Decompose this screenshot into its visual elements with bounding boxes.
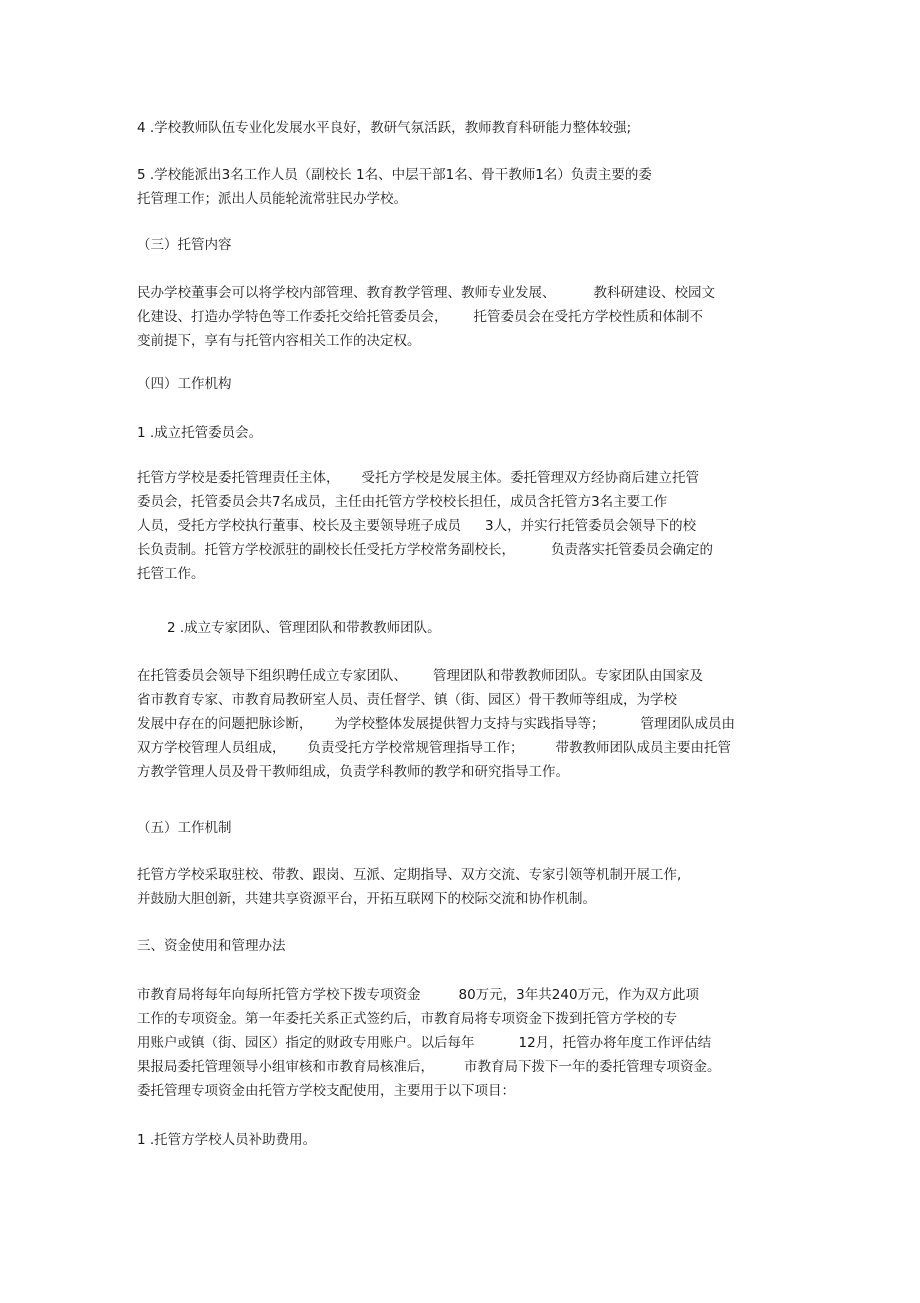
org-item-2: 2 .成立专家团队、管理团队和带教教师团队。: [167, 620, 441, 636]
paragraph-org-2: 在托管委员会领导下组织聘任成立专家团队、 管理团队和带教教师团队。专家团队由国家及 省市教育专家、市教育局教研室人员、责任督学、镇（街、园区）骨干教师等组成，为学校 发展中存在的问题把脉诊断， 为学校整体发展提供智力支持与实践指导等； 管理团队成员由 双方学校管理人员组成， 负责受托方学校常规管理指导工作； 带教教师团队成员主要由托管 方教学管理人员及骨干教师组成，负责学科教师的教学和研究指导工作。: [137, 668, 735, 780]
org-item-1: 1 .成立托管委员会。: [137, 425, 263, 441]
heading-org: （四）工作机构: [137, 376, 232, 392]
paragraph-funds: 市教育局将每年向每所托管方学校下拨专项资金 80万元，3年共240万元，作为双方此项 工作的专项资金。第一年委托关系正式签约后，市教育局将专项资金下拨到托管方学校的专 用账户或镇（街、园区）指定的财政专用账户。以后每年 12月，托管办将年度工作评估结 果报局委托管理领导小组审核和市教育局核准后， 市教育局下拨下一年的委托管理专项资金。 委托管理专项资金由托管方学校支配使用，主要用于以下项目：: [137, 987, 721, 1099]
paragraph-org-1: 托管方学校是委托管理责任主体， 受托方学校是发展主体。委托管理双方经协商后建立托管 委员会，托管委员会共7名成员，主任由托管方学校校长担任，成员含托管方3名主要工作 人员，受托方学校执行董事、校长及主要领导班子成员 3人，并实行托管委员会领导下的校 长负责制。托管方学校派驻的副校长任受托方学校常务副校长， 负责落实托管委员会确定的 托管工作。: [137, 470, 713, 582]
paragraph-content: 民办学校董事会可以将学校内部管理、教育教学管理、教师专业发展、 教科研建设、校园文 化建设、打造办学特色等工作委托交给托管委员会， 托管委员会在受托方学校性质和体制不 变前提下，享有与托管内容相关工作的决定权。: [137, 285, 715, 349]
item-4: 4 .学校教师队伍专业化发展水平良好，教研气氛活跃，教师教育科研能力整体较强;: [137, 120, 632, 136]
heading-mechanism: （五）工作机制: [137, 820, 232, 836]
item-5: 5 .学校能派出3名工作人员（副校长 1名、中层干部1名、骨干教师1名）负责主要的委 托管理工作；派出人员能轮流常驻民办学校。: [137, 167, 652, 207]
heading-funds: 三、资金使用和管理办法: [137, 938, 286, 954]
fund-item-1: 1 .托管方学校人员补助费用。: [137, 1132, 317, 1148]
paragraph-mechanism: 托管方学校采取驻校、带教、跟岗、互派、定期指导、双方交流、专家引领等机制开展工作, 并鼓励大胆创新，共建共享资源平台，开拓互联网下的校际交流和协作机制。: [137, 867, 682, 907]
heading-content: （三）托管内容: [137, 237, 232, 253]
